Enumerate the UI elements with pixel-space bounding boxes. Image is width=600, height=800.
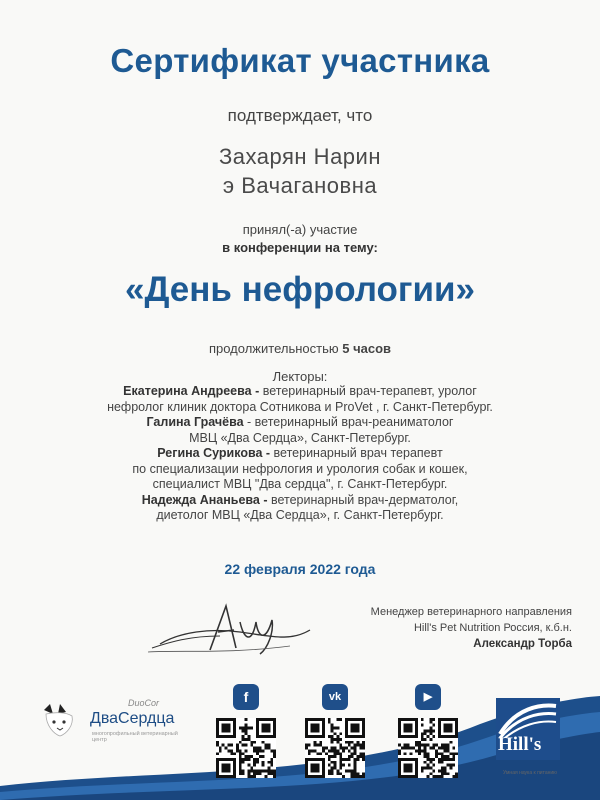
lectors-title: Лекторы: [272,369,328,384]
vk-block[interactable] [305,684,365,784]
lector-line: Надежда Ананьева - ветеринарный врач-дерматолог, [141,492,459,507]
duration-value: 5 часов [342,341,392,356]
lector-line: по специализации нефрология и урология собак и кошек, [132,461,468,476]
hills-tagline: Умная наука к питанию [503,770,557,776]
hills-stripes-icon [496,698,560,738]
qr-code [216,718,276,778]
manager-title: Менеджер ветеринарного направления [370,606,572,618]
facebook-block[interactable] [216,684,276,784]
qr-code [305,718,365,778]
lectors-list [0,384,600,524]
duration-text: продолжительностью [208,341,339,356]
participant-name-line2: э Вачагановна [222,173,378,198]
manager-company: Hill's Pet Nutrition Россия, к.б.н. [413,622,572,634]
took-part-text: принял(-а) участие [242,222,358,237]
topic-intro: в конференции на тему: [222,240,378,255]
lector-line: МВЦ «Два Сердца», Санкт-Петербург. [189,430,411,445]
lector-line: Регина Сурикова - ветеринарный врач терапевт [157,446,443,460]
dvaserdtsa-logo [40,698,190,748]
manager-block [272,604,572,652]
lector-line: диетолог МВЦ «Два Сердца», г. Санкт-Петербург. [156,508,444,522]
vk-icon[interactable]: vk [322,684,348,710]
qr-code [398,718,458,778]
certificate-title: Сертификат участника [110,42,490,79]
cat-dog-logo-icon [40,702,80,740]
duocor-label: DuoCor [128,698,160,708]
hills-logo [484,690,576,786]
confirms-text: подтверждает, что [227,106,373,125]
youtube-icon[interactable]: ▶ [415,684,441,710]
lector-line: специалист МВЦ "Два сердца", г. Санкт-Петербург. [152,477,448,491]
manager-name: Александр Торба [473,638,572,650]
lector-line: Екатерина Андреева - ветеринарный врач-терапевт, уролог [123,384,477,398]
certificate-date: 22 февраля 2022 года [224,561,376,577]
dvaserdtsa-subtitle: многопрофильный ветеринарный центр [92,731,178,743]
conference-topic: «День нефрологии» [124,270,476,309]
lector-line: нефролог клиник доктора Сотникова и ProVet , г. Санкт-Петербург. [107,399,493,414]
facebook-icon[interactable]: f [233,684,259,710]
participant-name-line1: Захарян Нарин [219,144,381,169]
hills-wordmark: Hill's [498,734,542,755]
lector-line: Галина Грачёва - ветеринарный врач-реаниматолог [146,415,454,429]
duration [0,341,600,356]
youtube-block[interactable] [398,684,458,784]
dvaserdtsa-brand: ДваСердца [90,710,175,727]
